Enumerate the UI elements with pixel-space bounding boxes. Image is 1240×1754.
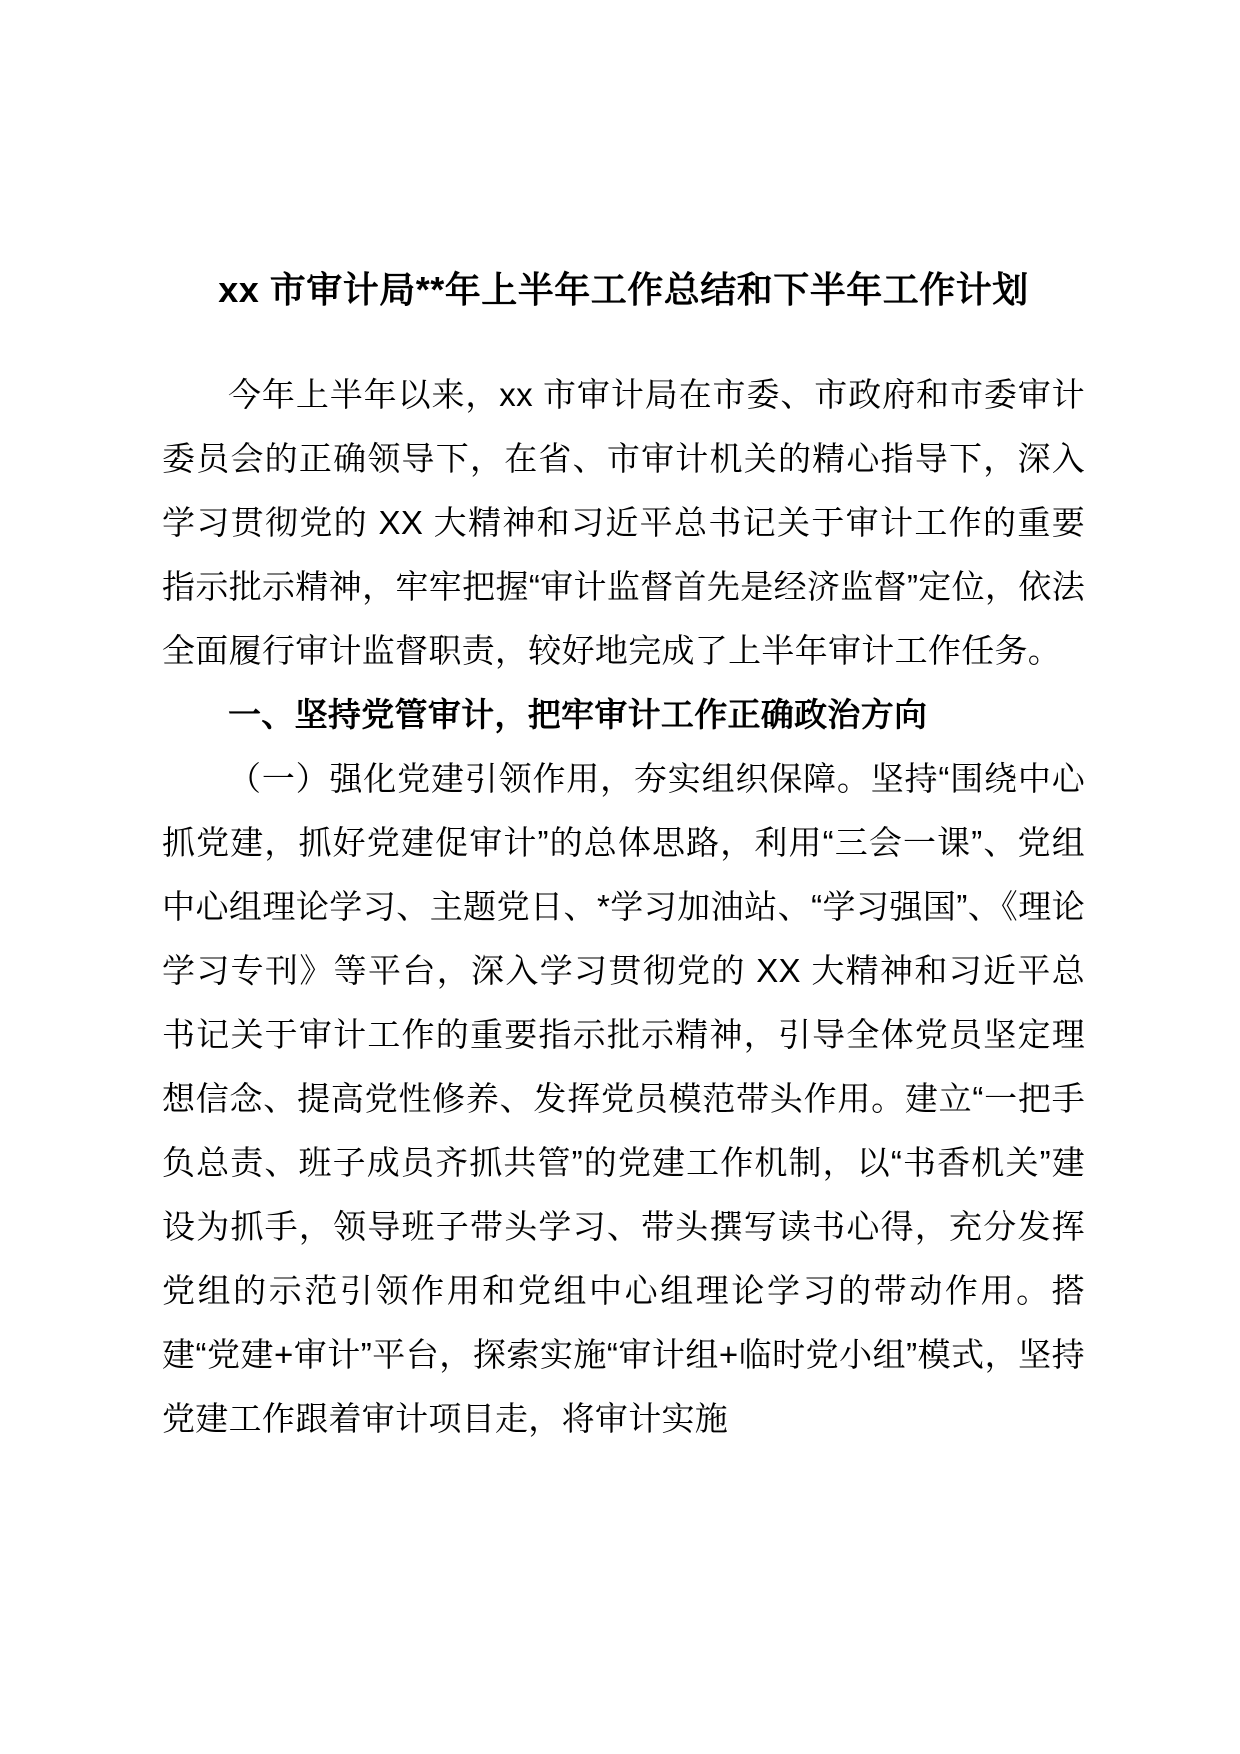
document-body xyxy=(162,363,1085,1451)
section-heading: 一、坚持党管审计，把牢审计工作正确政治方向 xyxy=(228,696,928,733)
body-paragraph: （一）强化党建引领作用，夯实组织保障。坚持“围绕中心抓党建，抓好党建促审计”的总体思路，利用“三会一课”、党组中心组理论学习、主题党日、*学习加油站、“学习强国”、《理论学习专刊》等平台，深入学习贯彻党的 XX 大精神和习近平总书记关于审计工作的重要指示批示精神，引导全体党员坚定理想信念、提高党性修养、发挥党员模范带头作用。建立“一把手负总责、班子成员齐抓共管”的党建工作机制，以“书香机关”建设为抓手，领导班子带头学习、带头撰写读书心得，充分发挥党组的示范引领作用和党组中心组理论学习的带动作用。搭建“党建+审计”平台，探索实施“审计组+临时党小组”模式，坚持党建工作跟着审计项目走，将审计实施 xyxy=(162,760,1085,1437)
body-paragraph: 今年上半年以来，xx 市审计局在市委、市政府和市委审计委员会的正确领导下，在省、市审计机关的精心指导下，深入学习贯彻党的 XX 大精神和习近平总书记关于审计工作的重要指示批示精神，牢牢把握“审计监督首先是经济监督”定位，依法全面履行审计监督职责，较好地完成了上半年审计工作任务。 xyxy=(162,376,1085,669)
document-title: xx 市审计局**年上半年工作总结和下半年工作计划 xyxy=(218,269,1029,310)
